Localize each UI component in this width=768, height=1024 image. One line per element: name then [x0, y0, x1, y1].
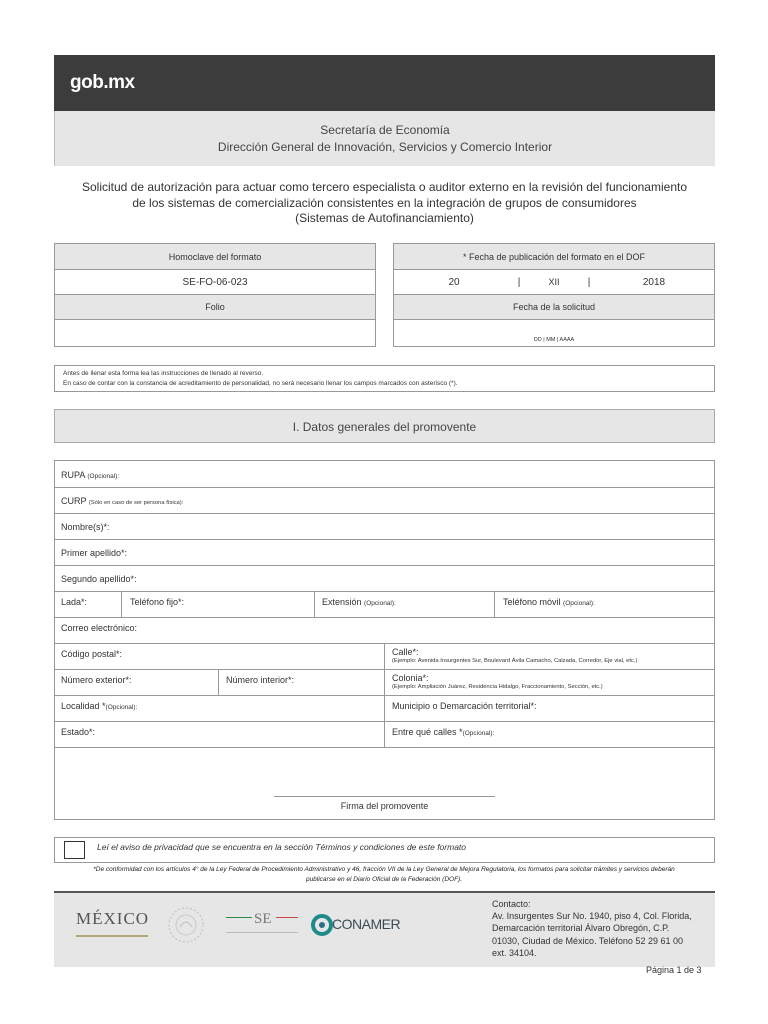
homoclave-table: [54, 243, 376, 347]
primer-apellido-field[interactable]: Primer apellido*:: [61, 548, 128, 558]
fecha-solicitud-field[interactable]: [394, 320, 715, 347]
codigo-postal-field[interactable]: Código postal*:: [61, 649, 123, 659]
se-logo: SE: [254, 911, 272, 927]
segundo-apellido-field[interactable]: Segundo apellido*:: [61, 574, 137, 584]
fecha-month: XII: [524, 270, 584, 295]
datos-generales-form: [54, 460, 715, 820]
contact-block: Contacto: Av. Insurgentes Sur No. 1940, piso 4, Col. Florida, Demarcación territorial Álvaro Obregón, C.P. 01030, Ciudad de México. Teléfono 52 29 61 00 ext. 34104.: [492, 899, 692, 958]
privacy-checkbox[interactable]: [64, 841, 85, 859]
rupa-field[interactable]: RUPA (Opcional):: [61, 470, 120, 480]
folio-field[interactable]: [55, 320, 376, 347]
municipio-field[interactable]: Municipio o Demarcación territorial*:: [392, 701, 537, 711]
document-title: Solicitud de autorización para actuar como tercero especialista o auditor externo en la revisión del funcionamiento de los sistemas de comercialización consistentes en la integración de grupos de consumidores (Sistemas de Autofinanciamiento): [81, 180, 687, 225]
conamer-logo-icon: [311, 914, 333, 936]
fecha-day: 20: [394, 270, 515, 295]
homoclave-value: SE-FO-06-023: [55, 270, 376, 295]
legal-note: *De conformidad con los artículos 4° de la Ley Federal de Procedimiento Administrativo y 46, fracción VII de la Ley General de Mejora Regulatoria, los formatos para solicitar trámites y servicios deberán publicarse en el Diario Oficial de la Federación (DOF).: [93, 866, 675, 883]
instructions-box: Antes de llenar esta forma lea las instrucciones de llenado al reverso. En caso de contar con la constancia de acreditamiento de personalidad, no será necesario llenar los campos marcados con asterisco (*).: [54, 365, 715, 392]
mexico-logo-rule: [76, 935, 148, 937]
section-datos-generales: I. Datos generales del promovente: [54, 409, 715, 443]
nombre-field[interactable]: Nombre(s)*:: [61, 522, 110, 532]
se-logo-subline: [226, 932, 298, 933]
numero-exterior-field[interactable]: Número exterior*:: [61, 675, 132, 685]
page-number: Página 1 de 3: [646, 965, 702, 975]
telefono-fijo-field[interactable]: Teléfono fijo*:: [130, 597, 185, 607]
conamer-logo: CONAMER: [332, 916, 401, 932]
fecha-year: 2018: [594, 270, 715, 295]
curp-field[interactable]: CURP (Sólo en caso de ser persona física):: [61, 496, 184, 506]
folio-label: Folio: [55, 295, 376, 320]
se-logo-rule-right: [276, 917, 298, 918]
privacy-text: Leí el aviso de privacidad que se encuentra en la sección Términos y condiciones de este formato: [97, 842, 467, 852]
coat-of-arms-icon: [166, 905, 206, 945]
numero-interior-field[interactable]: Número interior*:: [226, 675, 295, 685]
date-format-hint: DD | MM | AAAA: [533, 337, 575, 343]
homoclave-label: Homoclave del formato: [55, 244, 376, 270]
extension-field[interactable]: Extensión (Opcional):: [322, 597, 396, 607]
correo-field[interactable]: Correo electrónico:: [61, 623, 138, 633]
calle-field[interactable]: Calle*: (Ejemplo: Avenida Insurgentes Sur, Boulevard Ávila Camacho, Calzada, Corredor, Eje vial, etc.): [392, 647, 638, 664]
colonia-field[interactable]: Colonia*: (Ejemplo: Ampliación Juárez, Residencia Hidalgo, Fraccionamiento, Sección, etc.): [392, 673, 603, 690]
direccion-name: Dirección General de Innovación, Servicios y Comercio Interior: [217, 140, 553, 154]
estado-field[interactable]: Estado*:: [61, 727, 96, 737]
gob-mx-logo: gob.mx: [70, 72, 135, 93]
fecha-sep-2: |: [584, 270, 594, 295]
telefono-movil-field[interactable]: Teléfono móvil (Opcional):: [503, 597, 595, 607]
mexico-logo: MÉXICO: [76, 909, 150, 928]
header-bar: [54, 55, 715, 111]
secretaria-name: Secretaría de Economía: [320, 123, 450, 137]
firma-label: Firma del promovente: [340, 801, 429, 811]
lada-field[interactable]: Lada*:: [61, 597, 88, 607]
fecha-sep-1: |: [514, 270, 524, 295]
fecha-publicacion-label: * Fecha de publicación del formato en el DOF: [394, 244, 715, 270]
entre-calles-field[interactable]: Entre qué calles *(Opcional):: [392, 727, 495, 737]
firma-line[interactable]: [274, 796, 495, 797]
se-logo-rule-left: [226, 917, 252, 918]
fecha-table: [393, 243, 715, 347]
localidad-field[interactable]: Localidad *(Opcional):: [61, 701, 138, 711]
secretaria-banner: [54, 111, 715, 166]
fecha-solicitud-label: Fecha de la solicitud: [394, 295, 715, 320]
